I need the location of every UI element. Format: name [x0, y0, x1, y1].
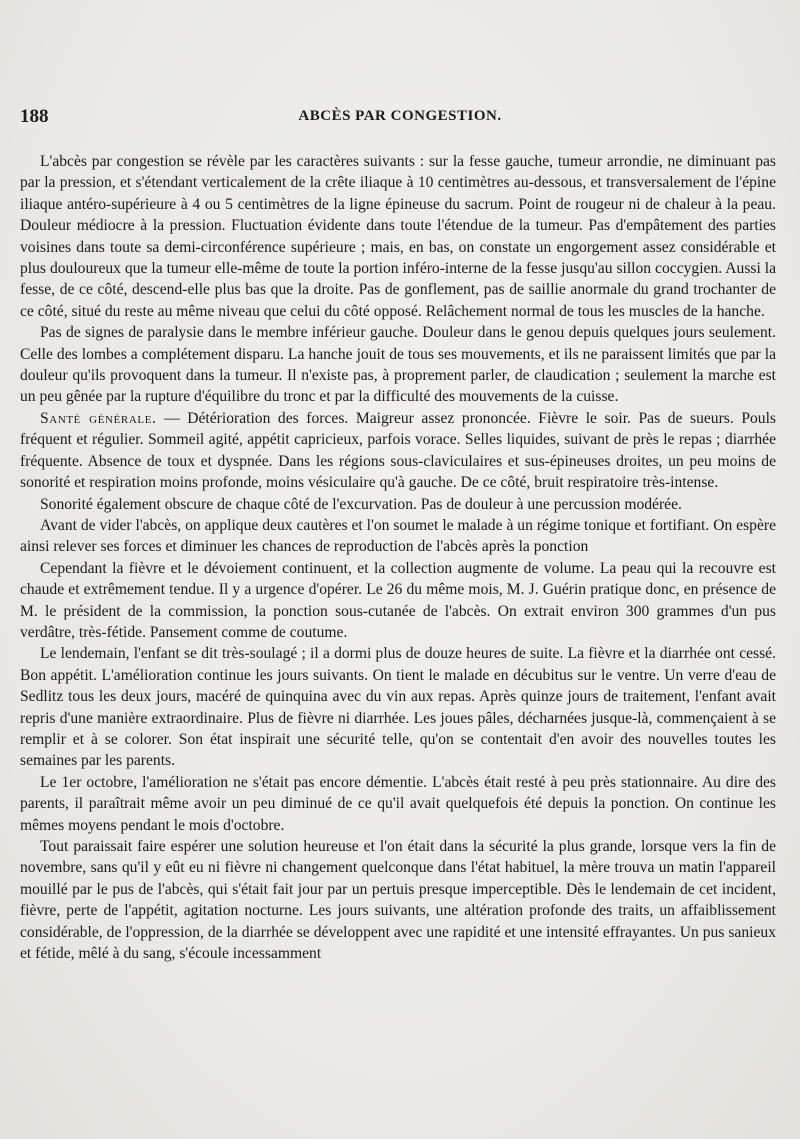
paragraph: L'abcès par congestion se révèle par les caractères suivants : sur la fesse gauche, tumeur arrondie, ne diminuant pas par la pression, et s'étendant verticalement de la crête iliaque à 10 centimètres au-dessous, et transversalement de l'épine iliaque antéro-supérieure à 4 ou 5 centimètres de la ligne épineuse du sacrum. Point de rougeur ni de chaleur à la peau. Douleur médiocre à la pression. Fluctuation évidente dans toute l'étendue de la tumeur. Pas d'empâtement des parties voisines dans toute sa demi-circonférence supérieure ; mais, en bas, on constate un engorgement assez considérable et plus douloureux que la tumeur elle-même de toute la portion inféro-interne de la fesse jusqu'au sillon coccygien. Aussi la fesse, de ce côté, descend-elle plus bas que la droite. Pas de gonflement, pas de saillie anormale du grand trochanter de ce côté, situé du reste au même niveau que celui du côté opposé. Relâchement normal de tous les muscles de la hanche. — [20, 153, 776, 320]
page-header — [20, 106, 780, 132]
paragraph: Santé générale. — Détérioration des forces. Maigreur assez prononcée. Fièvre le soir. Pas de sueurs. Pouls fréquent et régulier. Sommeil agité, appétit capricieux, parfois vorace. Selles liquides, suivant de près le repas ; diarrhée fréquente. Absence de toux et dyspnée. Dans les régions sous-claviculaires et sus-épineuses droites, un peu moins de sonorité et respiration moins profonde, moins vésiculaire qu'à gauche. De ce côté, bruit respiratoire très-intense. — [20, 409, 777, 492]
page-number: 188 — [20, 106, 49, 127]
body-text — [20, 151, 776, 964]
paragraph: Pas de signes de paralysie dans le membre inférieur gauche. Douleur dans le genou depuis quelques jours seulement. Celle des lombes a complétement disparu. La hanche jouit de tous ses mouvements, et ils ne paraissent limités que par la douleur qu'ils provoquent dans la tumeur. Il n'existe pas, à proprement parler, de claudication ; seulement la marche est un peu gênée par la rupture d'équilibre du tronc et par la difficulté des mouvements de la cuisse. — [20, 324, 776, 406]
paragraph: Le 1er octobre, l'amélioration ne s'était pas encore démentie. L'abcès était resté à peu près stationnaire. Au dire des parents, il paraîtrait même avoir un peu diminué de ce qu'il avait quelquefois été depuis la ponction. On continue les mêmes moyens pendant le mois d'octobre. — [20, 773, 776, 834]
section-lead: Santé générale. — [40, 409, 157, 427]
paragraph: Sonorité également obscure de chaque côté de l'excurvation. Pas de douleur à une percussion modérée. — [40, 495, 682, 513]
running-title: ABCÈS PAR CONGESTION. — [298, 108, 502, 124]
paragraph: Le lendemain, l'enfant se dit très-soulagé ; il a dormi plus de douze heures de suite. La fièvre et la diarrhée ont cessé. Bon appétit. L'amélioration continue les jours suivants. On tient le malade en décubitus sur le ventre. Un verre d'eau de Sedlitz tous les deux jours, macéré de quinquina avec du vin aux repas. Après quinze jours de traitement, l'enfant avait repris d'une manière extraordinaire. Plus de fièvre ni diarrhée. Les joues pâles, décharnées jusque-là, commençaient à se remplir et à se colorer. Son état inspirait une sécurité telle, qu'on se contentait d'en avoir des nouvelles toutes les semaines par les parents. — [20, 645, 776, 770]
paragraph: Avant de vider l'abcès, on applique deux cautères et l'on soumet le malade à un régime tonique et fortifiant. On espère ainsi relever ses forces et diminuer les chances de reproduction de l'abcès après la ponction — [20, 516, 776, 556]
paragraph: Tout paraissait faire espérer une solution heureuse et l'on était dans la sécurité la plus grande, lorsque vers la fin de novembre, sans qu'il y eût eu ni fièvre ni changement quelconque dans l'état habituel, la mère trouva un matin l'appareil mouillé par le pus de l'abcès, qui s'était fait jour par un pertuis presque imperceptible. Dès le lendemain de cet incident, fièvre, perte de l'appétit, agitation nocturne. Les jours suivants, une altération profonde des traits, un affaiblissement considérable, de l'oppression, de la diarrhée se développent avec une rapidité et une intensité effrayantes. Un pus sanieux et fétide, mêlé à du sang, s'écoule incessamment — [20, 838, 776, 963]
paragraph: Cependant la fièvre et le dévoiement continuent, et la collection augmente de volume. La peau qui la recouvre est chaude et extrêmement tendue. Il y a urgence d'opérer. Le 26 du même mois, M. J. Guérin pratique donc, en présence de M. le président de la commission, la ponction sous-cutanée de l'abcès. On extrait environ 300 grammes d'un pus verdâtre, très-fétide. Pansement comme de coutume. — [20, 559, 776, 641]
